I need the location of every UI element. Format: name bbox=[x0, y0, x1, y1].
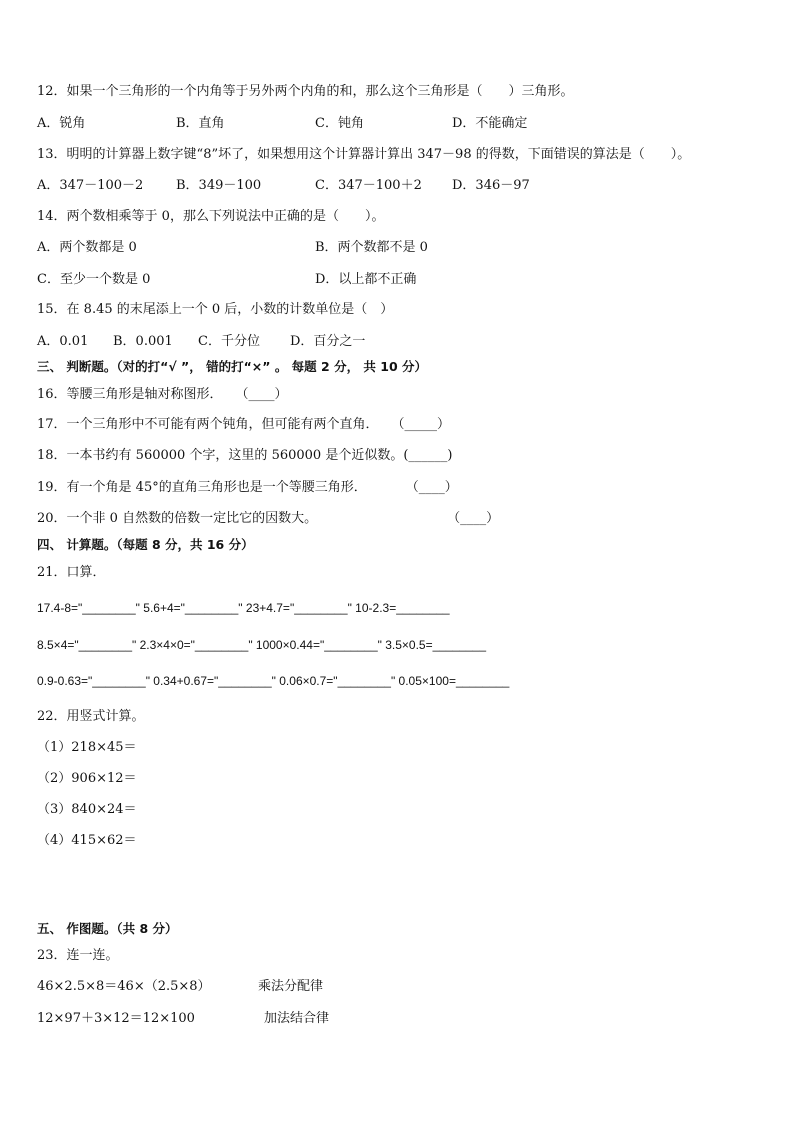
oral-calc-row-3: 0.9-0.63="________" 0.34+0.67="________" 0.06×0.7="________" 0.05×100=________ bbox=[37, 674, 510, 688]
option-d: D．以上都不正确 bbox=[315, 272, 417, 287]
match-right-item: 乘法分配律 bbox=[258, 979, 324, 994]
question-17: 17．一个三角形中不可能有两个钝角，但可能有两个直角． （_____） bbox=[37, 417, 451, 432]
question-stem: 22．用竖式计算。 bbox=[37, 709, 145, 724]
option-d: D．百分之一 bbox=[290, 334, 366, 349]
option-c: C．至少一个数是 0 bbox=[37, 272, 151, 287]
match-right-item: 加法结合律 bbox=[264, 1011, 330, 1026]
option-c: C．千分位 bbox=[198, 334, 260, 349]
option-b: B．两个数都不是 0 bbox=[315, 240, 428, 255]
match-left-item: 46×2.5×8＝46×（2.5×8） bbox=[37, 979, 211, 994]
match-left-item: 12×97＋3×12＝12×100 bbox=[37, 1011, 195, 1026]
vertical-calc-item: （1）218×45＝ bbox=[37, 740, 137, 755]
option-d: D．346－97 bbox=[452, 178, 530, 193]
oral-calc-row-2: 8.5×4="________" 2.3×4×0="________" 1000×0.44="________" 3.5×0.5=________ bbox=[37, 638, 486, 652]
question-stem: 12．如果一个三角形的一个内角等于另外两个内角的和，那么这个三角形是（ ）三角形。 bbox=[37, 84, 574, 99]
option-b: B．直角 bbox=[176, 116, 225, 131]
question-stem: 13．明明的计算器上数字键“8”坏了，如果想用这个计算器计算出 347－98 的得数，下面错误的算法是（ ）。 bbox=[37, 147, 691, 162]
question-stem: 15．在 8.45 的末尾添上一个 0 后，小数的计数单位是（ ） bbox=[37, 302, 394, 317]
option-b: B．0.001 bbox=[113, 334, 173, 349]
vertical-calc-item: （2）906×12＝ bbox=[37, 771, 137, 786]
question-16: 16．等腰三角形是轴对称图形． （____） bbox=[37, 387, 288, 402]
option-a: A．347－100－2 bbox=[37, 178, 144, 193]
option-a: A．锐角 bbox=[37, 116, 86, 131]
section-heading-drawing: 五、 作图题。（共 8 分） bbox=[37, 921, 178, 936]
option-a: A．0.01 bbox=[37, 334, 89, 349]
section-heading-calculation: 四、 计算题。（每题 8 分，共 16 分） bbox=[37, 537, 254, 552]
vertical-calc-item: （3）840×24＝ bbox=[37, 802, 137, 817]
question-20: 20．一个非 0 自然数的倍数一定比它的因数大。 （____） bbox=[37, 511, 500, 526]
question-stem: 14．两个数相乘等于 0，那么下列说法中正确的是（ ）。 bbox=[37, 209, 385, 224]
question-stem: 21．口算． bbox=[37, 565, 106, 580]
option-d: D．不能确定 bbox=[452, 116, 528, 131]
question-stem: 23．连一连。 bbox=[37, 948, 119, 963]
question-18: 18．一本书约有 560000 个字，这里的 560000 是个近似数。(______) bbox=[37, 448, 453, 463]
vertical-calc-item: （4）415×62＝ bbox=[37, 833, 137, 848]
section-heading-judgment: 三、 判断题。（对的打“√ ”， 错的打“×” 。 每题 2 分， 共 10 分） bbox=[37, 359, 428, 374]
option-b: B．349－100 bbox=[176, 178, 262, 193]
option-c: C．347－100＋2 bbox=[315, 178, 422, 193]
oral-calc-row-1: 17.4-8="________" 5.6+4="________" 23+4.7="________" 10-2.3=________ bbox=[37, 601, 450, 615]
option-a: A．两个数都是 0 bbox=[37, 240, 137, 255]
option-c: C．钝角 bbox=[315, 116, 364, 131]
question-19: 19．有一个角是 45°的直角三角形也是一个等腰三角形． （____） bbox=[37, 480, 458, 495]
